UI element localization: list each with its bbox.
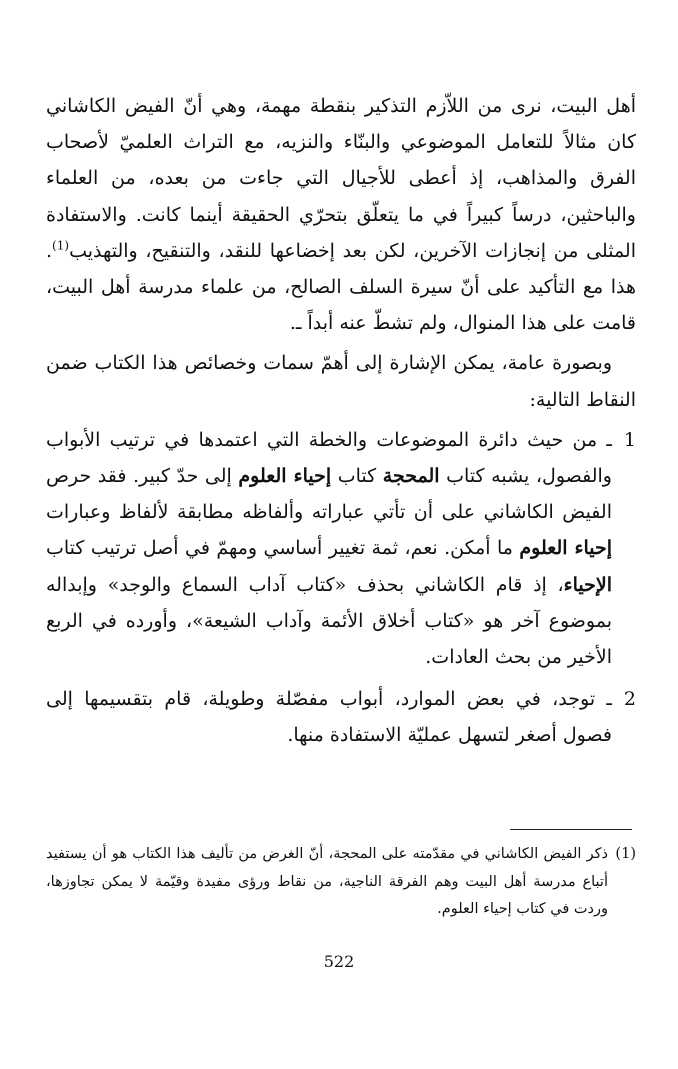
paragraph-2: وبصورة عامة، يمكن الإشارة إلى أهمّ سمات وخصائص هذا الكتاب ضمن النقاط التالية: xyxy=(46,352,636,411)
main-text xyxy=(46,88,636,760)
list-item-text: ـ توجد، في بعض الموارد، أبواب مفصّلة وطويلة، قام بتقسيمها إلى فصول أصغر لتسهل عمليّة الاستفادة منها. xyxy=(46,688,612,747)
list-item-text: ـ من حيث دائرة الموضوعات والخطة التي اعتمدها في ترتيب الأبواب والفصول، يشبه كتاب xyxy=(46,428,612,488)
paragraph-1-part-b: . هذا مع التأكيد على أنّ سيرة السلف الصالح، من علماء مدرسة أهل البيت، قامت على هذا المنوال، ولم تشطّ عنه أبداً ـ. xyxy=(46,239,636,335)
bold-book-title: إحياء العلوم xyxy=(238,465,332,488)
footnote-reference: (1) xyxy=(52,238,70,253)
paragraph-1 xyxy=(46,88,636,341)
footnote xyxy=(46,841,636,924)
bold-book-title: إحياء العلوم xyxy=(519,537,612,560)
bold-book-title: المحجة xyxy=(382,465,440,488)
list-item-text: إلى حدّ كبير. فقد حرص الفيض الكاشاني على أن تأتي عباراته وألفاظه مطابقة لألفاظ وعبارات xyxy=(46,465,612,524)
page-number: 522 xyxy=(323,952,355,971)
list-item-number: 2 xyxy=(623,688,636,711)
list-item-number: 1 xyxy=(623,428,636,451)
bold-book-title: الإحياء xyxy=(563,573,612,596)
footnote-divider xyxy=(510,829,632,830)
footnote-text: ذكر الفيض الكاشاني في مقدّمته على المحجة، أنّ الغرض من تأليف هذا الكتاب هو أن يستفيد أتباع مدرسة أهل البيت وهم الفرقة الناجية، من نقاط ورؤى مفيدة وقيّمة لا يمكن تجاوزها، وردت في كتاب إحياء العلوم. xyxy=(46,846,608,917)
list-item-text: كتاب xyxy=(331,465,383,488)
list-item-text: ما أمكن. نعم، ثمة تغيير أساسي ومهمّ في أصل ترتيب كتاب xyxy=(46,537,520,560)
points-list xyxy=(46,422,636,754)
list-item xyxy=(46,681,636,753)
list-item-text: ، إذ قام الكاشاني بحذف «كتاب آداب السماع والوجد» وإبداله بموضوع آخر هو «كتاب أخلاق الأئمة وآداب الشيعة»، وأورده في الربع الأخير من بحث العادات. xyxy=(46,573,612,669)
list-item xyxy=(46,422,636,675)
footnote-marker: (1) xyxy=(615,846,636,862)
paragraph-1-part-a: أهل البيت، نرى من اللاّزم التذكير بنقطة مهمة، وهي أنّ الفيض الكاشاني كان مثالاً للتعامل الموضوعي والبنّاء والنزيه، مع التراث العلميّ لأصحاب الفرق والمذاهب، إذ أعطى للأجيال التي جاءت من بعده، من العلماء والباحثين، درساً كبيراً في ما يتعلّق بتحرّي الحقيقة أينما كانت. والاستفادة المثلى من إنجازات الآخرين، لكن بعد إخضاعها للنقد، والتنقيح، والتهذيب xyxy=(46,95,636,262)
